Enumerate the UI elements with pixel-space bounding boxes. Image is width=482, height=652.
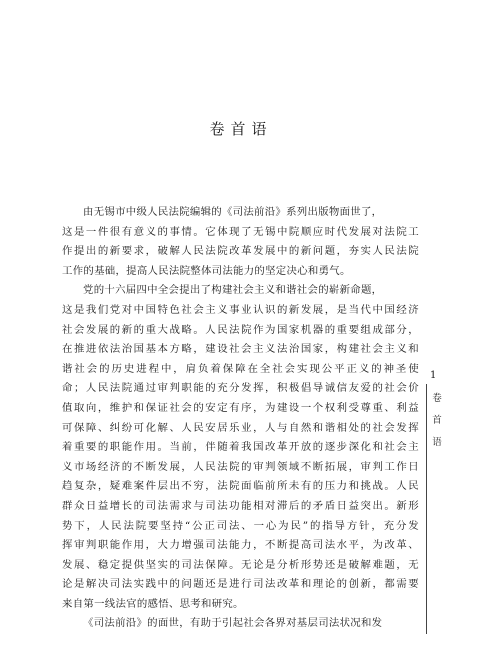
paragraph-line: 在推进依法治国基本方略，建设社会主义法治国家，构建社会主义和 <box>62 343 419 356</box>
running-head-vertical <box>430 392 444 458</box>
paragraph-line: 趋复杂，疑难案件层出不穷，法院面临前所未有的压力和挑战。人民 <box>62 480 419 493</box>
paragraph-line: 党的十六届四中全会提出了构建社会主义和谐社会的崭新命题， <box>83 284 383 297</box>
paragraph-line: 工作的基础，提高人民法院整体司法能力的坚定决心和勇气。 <box>62 264 351 277</box>
paragraph-line: 《司法前沿》的面世，有助于引起社会各界对基层司法状况和发 <box>83 617 383 630</box>
paragraph-line: 这是我们党对中国特色社会主义事业认识的新发展，是当代中国经济 <box>62 303 419 316</box>
paragraph-line: 值取向，维护和保证社会的安定有序，为建设一个权利受尊重、利益 <box>62 401 419 414</box>
paragraph-line: 可保障、纠纷可化解、人民安居乐业，人与自然和谐相处的社会发挥 <box>62 421 419 434</box>
body-text <box>62 203 419 634</box>
running-head-char: 语 <box>432 437 442 448</box>
paragraph-line: 着重要的职能作用。当前，伴随着我国改革开放的逐步深化和社会主 <box>62 441 419 454</box>
paragraph-line: 由无锡市中级人民法院编辑的《司法前沿》系列出版物面世了， <box>83 206 383 218</box>
paragraph-line: 来自第一线法官的感悟、思考和研究。 <box>62 597 244 610</box>
paragraph-line: 谐社会的历史进程中，肩负着保障在全社会实现公平正义的神圣使 <box>62 362 419 375</box>
paragraph-line: 命；人民法院通过审判职能的充分发挥，积极倡导诚信友爱的社会价 <box>62 382 419 395</box>
paragraph-line: 群众日益增长的司法需求与司法功能相对滞后的矛盾日益突出。新形 <box>62 499 419 512</box>
paragraph-line: 势下，人民法院要坚持“公正司法、一心为民”的指导方针，充分发 <box>62 519 419 532</box>
paragraph-line: 论是解决司法实践中的问题还是进行司法改革和理论的创新，都需要 <box>62 578 419 591</box>
running-head-char: 卷 <box>432 393 442 404</box>
paragraph-line: 作提出的新要求，破解人民法院改革发展中的新问题，夯实人民法院 <box>62 245 419 258</box>
paragraph-line: 挥审判职能作用，大力增强司法能力，不断提高司法水平，为改革、 <box>62 539 419 552</box>
paragraph-line: 发展、稳定提供坚实的司法保障。无论是分析形势还是破解难题，无 <box>62 558 419 571</box>
paragraph-line: 社会发展的新的重大战略。人民法院作为国家机器的重要组成部分， <box>62 323 419 336</box>
page-number: 1 <box>430 370 437 381</box>
paragraph-line: 义市场经济的不断发展，人民法院的审判领域不断拓展，审判工作日 <box>62 460 419 473</box>
paragraph-line: 这是一件很有意义的事情。它体现了无锡中院顺应时代发展对法院工 <box>62 225 419 238</box>
running-head-char: 首 <box>432 415 442 426</box>
margin-rule <box>426 384 427 634</box>
page-title: 卷首语 <box>209 120 273 138</box>
